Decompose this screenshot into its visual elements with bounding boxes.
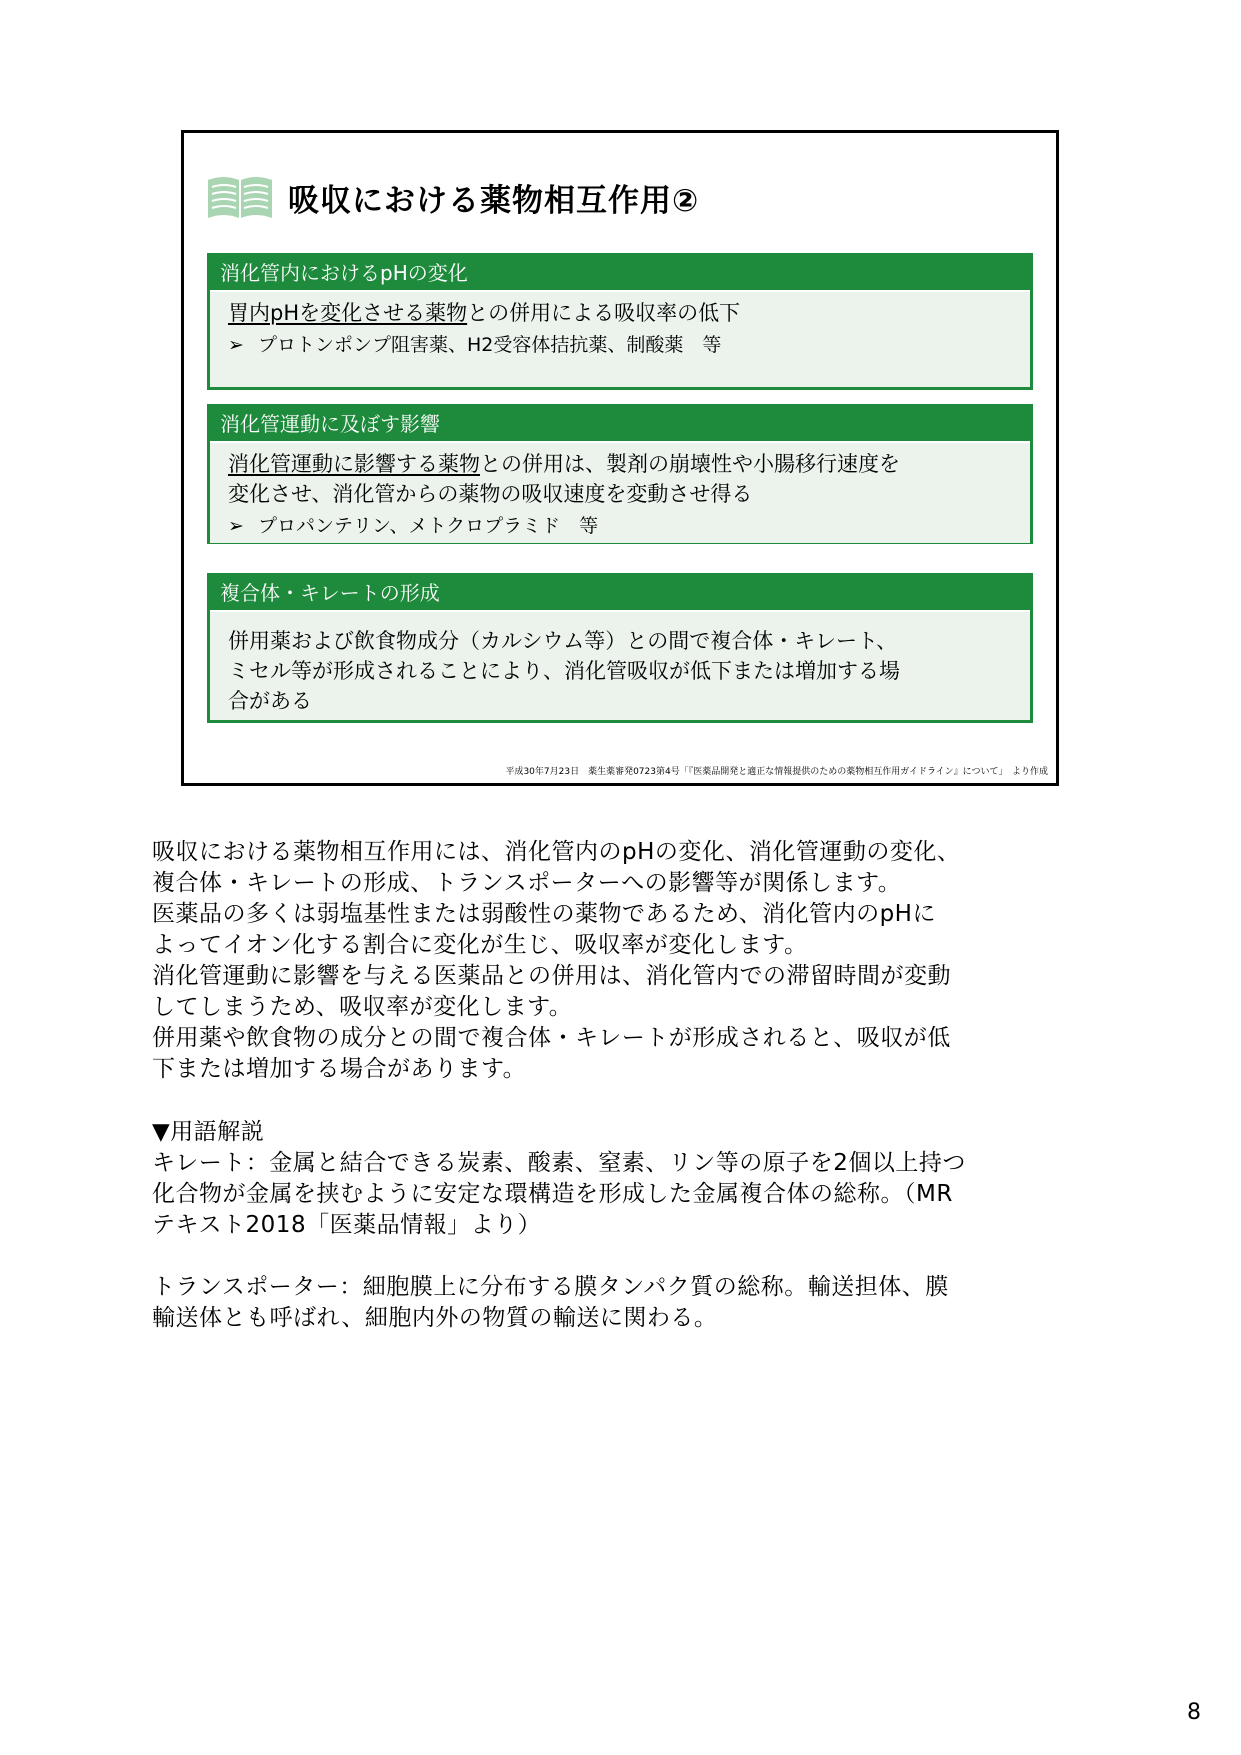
arrow-bullet-icon: ➢ bbox=[228, 515, 244, 537]
glossary-heading: ▼用語解説 bbox=[152, 1119, 265, 1145]
slide-title: 吸収における薬物相互作用② bbox=[288, 182, 700, 219]
notes-body bbox=[152, 837, 1082, 1334]
glossary-chelate-line: テキスト2018「医薬品情報」より） bbox=[152, 1212, 542, 1238]
notes-line: 医薬品の多くは弱塩基性または弱酸性の薬物であるため、消化管内のpHに bbox=[152, 901, 936, 927]
section-text bbox=[228, 449, 1030, 479]
notes-line: してしまうため、吸収率が変化します。 bbox=[152, 994, 573, 1020]
section-text-rest: との併用による吸収率の低下 bbox=[467, 301, 741, 325]
section-body bbox=[210, 441, 1030, 543]
glossary-gap bbox=[152, 1241, 1082, 1272]
arrow-bullet-icon: ➢ bbox=[228, 334, 244, 356]
section-text-rest: との併用は、製剤の崩壊性や小腸移行速度を bbox=[480, 452, 900, 476]
notes-line: 併用薬や飲食物の成分との間で複合体・キレートが形成されると、吸収が低 bbox=[152, 1025, 951, 1051]
section-header: 消化管内におけるpHの変化 bbox=[210, 256, 1030, 290]
glossary-chelate-line: 化合物が金属を挟むように安定な環構造を形成した金属複合体の総称。（MR bbox=[152, 1181, 953, 1207]
glossary-transporter-line: トランスポーター：細胞膜上に分布する膜タンパク質の総称。輸送担体、膜 bbox=[152, 1274, 949, 1300]
section-header: 複合体・キレートの形成 bbox=[210, 576, 1030, 610]
notes-line: よってイオン化する割合に変化が生じ、吸収率が変化します。 bbox=[152, 932, 808, 958]
glossary bbox=[152, 1117, 1082, 1334]
slide-frame bbox=[181, 130, 1059, 786]
section-chelate bbox=[207, 573, 1033, 723]
section-body bbox=[210, 290, 1030, 362]
underlined-term: 消化管運動に影響する薬物 bbox=[228, 452, 480, 476]
notes-line: 複合体・キレートの形成、トランスポーターへの影響等が関係します。 bbox=[152, 870, 902, 896]
notes-line: 吸収における薬物相互作用には、消化管内のpHの変化、消化管運動の変化、 bbox=[152, 839, 961, 865]
section-body bbox=[210, 610, 1030, 716]
bullet-text: プロパンテリン、メトクロプラミド 等 bbox=[258, 515, 599, 537]
bullet-item bbox=[228, 509, 1030, 543]
bullet-text: プロトンポンプ阻害薬、H2受容体拮抗薬、制酸薬 等 bbox=[258, 334, 722, 356]
section-motility bbox=[207, 404, 1033, 544]
notes-line: 下または増加する場合があります。 bbox=[152, 1056, 527, 1082]
section-ph-change bbox=[207, 253, 1033, 390]
section-text-line2: 変化させ、消化管からの薬物の吸収速度を変動させ得る bbox=[228, 482, 753, 506]
underlined-term: 胃内pHを変化させる薬物 bbox=[228, 301, 468, 325]
section-text-line: 合がある bbox=[228, 689, 312, 713]
section-text bbox=[228, 298, 1030, 328]
section-header: 消化管運動に及ぼす影響 bbox=[210, 407, 1030, 441]
glossary-chelate-line: キレート：金属と結合できる炭素、酸素、窒素、リン等の原子を2個以上持つ bbox=[152, 1150, 966, 1176]
notes-line: 消化管運動に影響を与える医薬品との併用は、消化管内での滞留時間が変動 bbox=[152, 963, 951, 989]
section-text-line: ミセル等が形成されることにより、消化管吸収が低下または増加する場 bbox=[228, 659, 900, 683]
book-icon bbox=[206, 174, 274, 220]
page-number: 8 bbox=[1187, 1700, 1201, 1725]
slide-title-row bbox=[206, 170, 699, 224]
section-text-line: 併用薬および飲食物成分（カルシウム等）との間で複合体・キレート、 bbox=[228, 629, 898, 653]
bullet-item bbox=[228, 328, 1030, 362]
source-citation: 平成30年7月23日 薬生薬審発0723第4号「『医薬品開発と適正な情報提供のための薬物相互作用ガイドライン』について」 より作成 bbox=[505, 767, 1048, 777]
glossary-transporter-line: 輸送体とも呼ばれ、細胞内外の物質の輸送に関わる。 bbox=[152, 1305, 718, 1331]
